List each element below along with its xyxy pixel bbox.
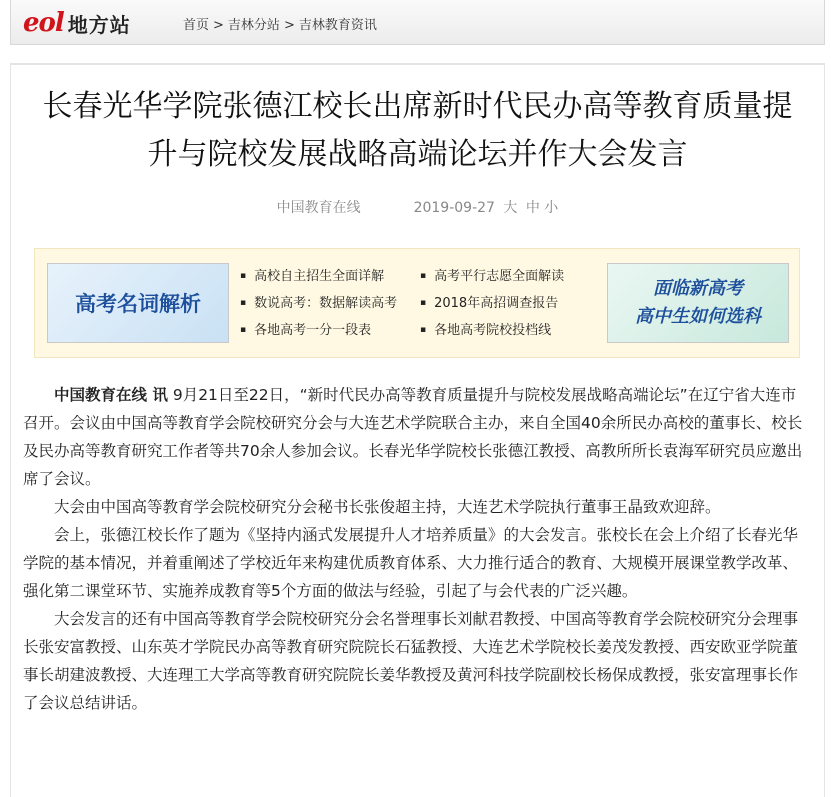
- promo-link[interactable]: ▪ 各地高考院校投档线: [420, 319, 551, 338]
- article-title: [11, 83, 824, 179]
- promo-link[interactable]: ▪ 高校自主招生全面详解: [240, 265, 384, 284]
- breadcrumb-separator: >: [283, 18, 295, 33]
- breadcrumb-news[interactable]: 吉林教育资讯: [298, 18, 377, 33]
- breadcrumb-jilin[interactable]: 吉林分站: [227, 18, 280, 33]
- paragraph: [23, 381, 803, 493]
- promo-banner-subjects[interactable]: [607, 263, 789, 343]
- title-line-2: 升与院校发展战略高端论坛并作大会发言: [147, 137, 688, 172]
- promo-banner-terms-label: 高考名词解析: [75, 292, 201, 316]
- font-size-large[interactable]: 大: [503, 200, 518, 216]
- site-header: [10, 0, 825, 45]
- paragraph: 大会发言的还有中国高等教育学会院校研究分会名誉理事长刘献君教授、中国高等教育学会院校研究分会理事长张安富教授、山东英才学院民办高等教育研究院院长石猛教授、大连艺术学院校长姜茂发教授、西安欧亚学院董事长胡建波教授、大连理工大学高等教育研究院院长姜华教授及黄河科技学院副校长杨保成教授，张安富理事长作了会议总结讲话。: [23, 610, 799, 712]
- promo-banner-subjects-line1: 面临新高考: [653, 278, 743, 299]
- promo-link[interactable]: ▪ 数说高考：数据解读高考: [240, 292, 397, 311]
- promo-link[interactable]: ▪ 高考平行志愿全面解读: [420, 265, 564, 284]
- promo-box: [34, 248, 800, 358]
- font-size-medium-small[interactable]: 中 小: [525, 200, 559, 216]
- breadcrumb-home[interactable]: 首页: [183, 18, 210, 33]
- title-line-1: 长春光华学院张德江校长出席新时代民办高等教育质量提: [42, 89, 793, 124]
- promo-banner-subjects-line2: 高中生如何选科: [635, 306, 761, 327]
- paragraph: 会上，张德江校长作了题为《坚持内涵式发展提升人才培养质量》的大会发言。张校长在会上介绍了长春光华学院的基本情况，并着重阐述了学校近年来构建优质教育体系、大力推行适合的教育、大规模开展课堂教学改革、强化第二课堂环节、实施养成教育等5个方面的做法与经验，引起了与会代表的广泛兴趣。: [23, 526, 799, 600]
- logo-text: 地方站: [67, 12, 131, 37]
- breadcrumb: [183, 14, 377, 33]
- article-source: 中国教育在线: [276, 200, 361, 216]
- promo-link[interactable]: ▪ 2018年高招调查报告: [420, 292, 558, 311]
- logo-mark: eol: [23, 8, 64, 38]
- breadcrumb-separator: >: [213, 18, 224, 33]
- article: [10, 63, 825, 797]
- paragraph-text: 9月21日至22日，“新时代民办高等教育质量提升与院校发展战略高端论坛”在辽宁省大连市召开。会议由中国高等教育学会院校研究分会与大连艺术学院联合主办，来自全国40余所民办高校的董事长、校长及民办高等教育研究工作者等共70余人参加会议。长春光华学院校长张德江教授、高教所所长袁海军研究员应邀出席了会议。: [23, 386, 803, 488]
- promo-banner-terms[interactable]: [47, 263, 229, 343]
- site-logo[interactable]: [23, 8, 131, 38]
- paragraph: 大会由中国高等教育学会院校研究分会秘书长张俊超主持，大连艺术学院执行董事王晶致欢迎辞。: [54, 498, 721, 516]
- promo-link[interactable]: ▪ 各地高考一分一段表: [240, 319, 371, 338]
- article-body: [23, 381, 803, 717]
- article-date: 2019-09-27: [413, 200, 495, 216]
- article-meta: [11, 197, 824, 217]
- lead-source: 中国教育在线 讯: [54, 386, 168, 404]
